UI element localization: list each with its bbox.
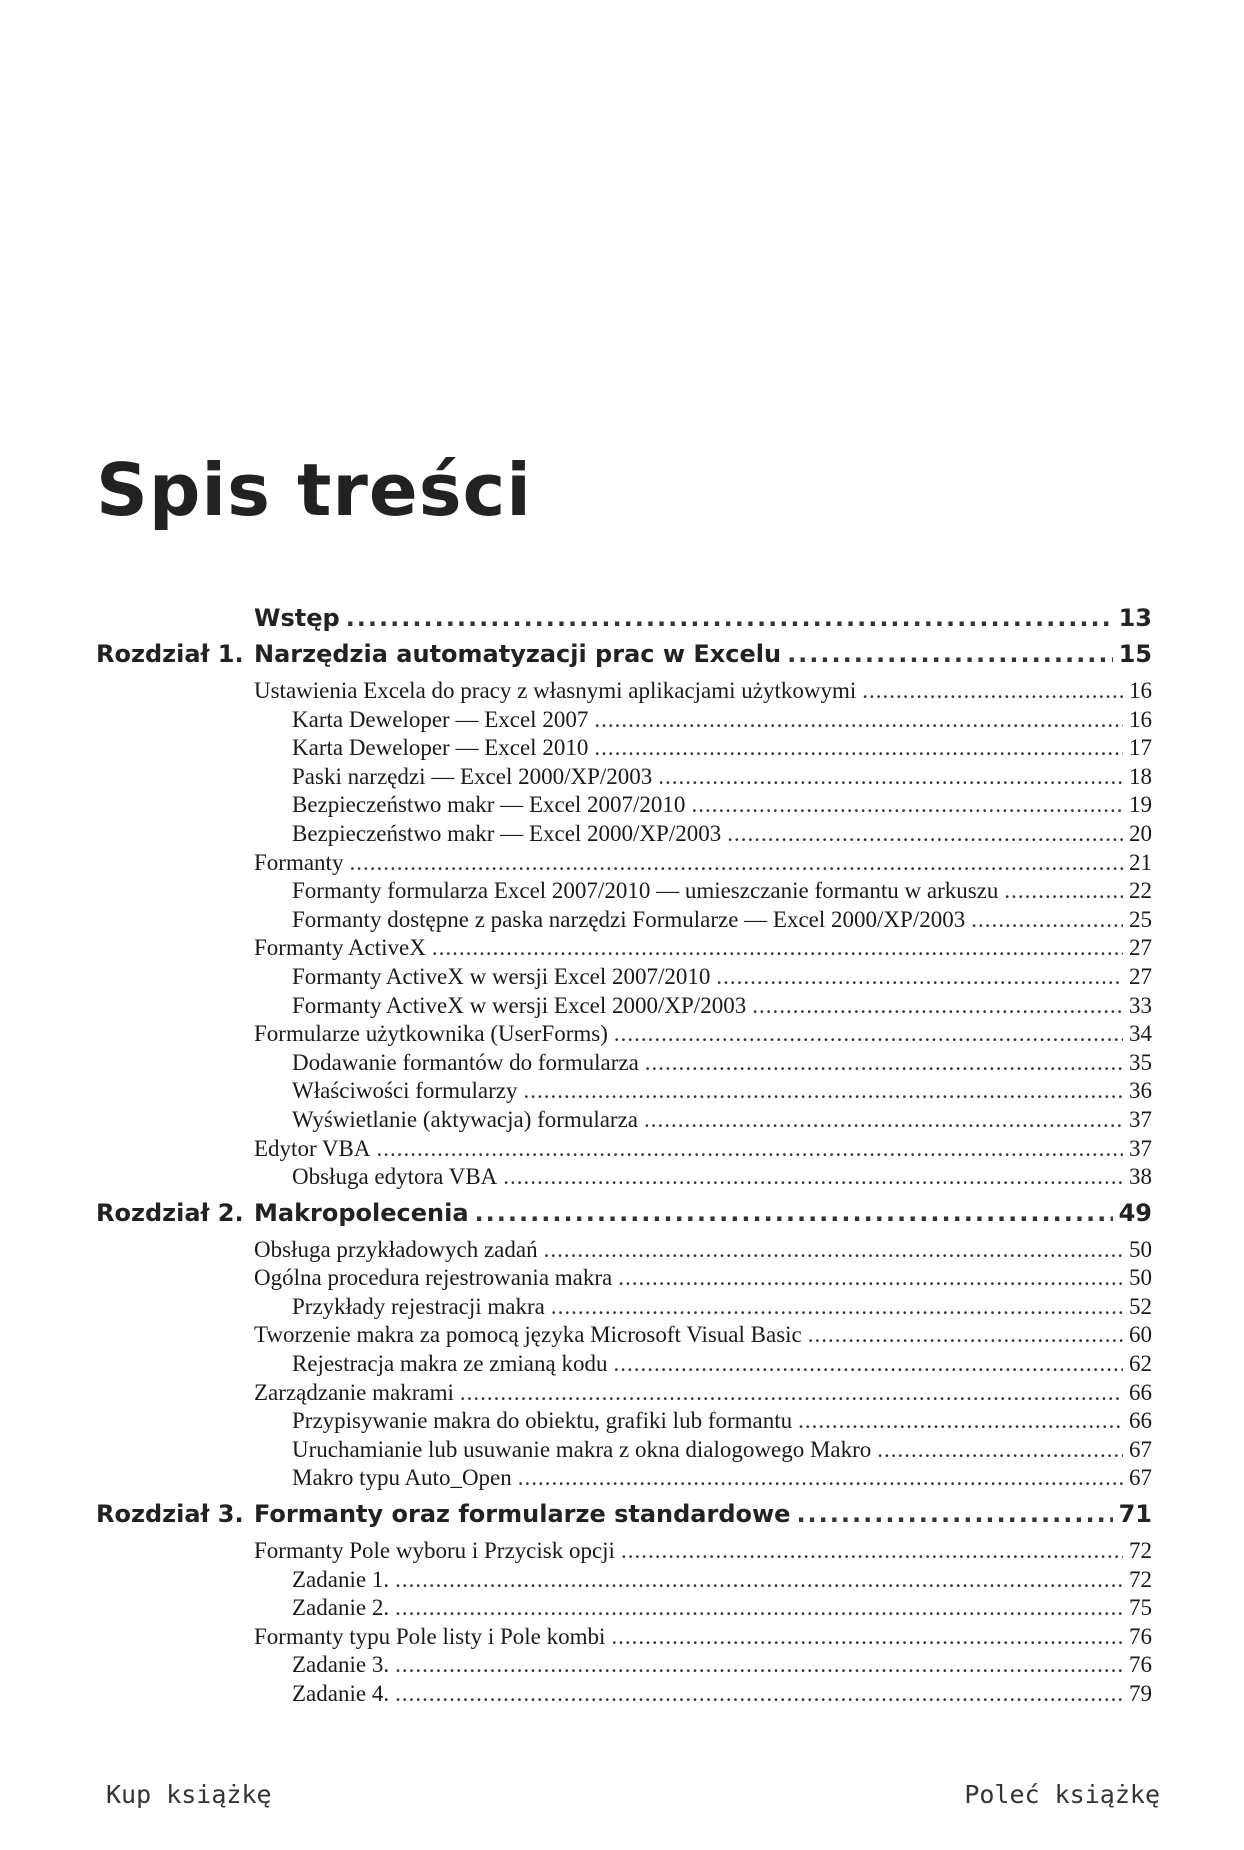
toc-entry-row[interactable] (0, 1437, 1244, 1466)
dot-leader (691, 792, 1123, 818)
dot-leader (594, 707, 1123, 733)
toc-entry-title: Formanty Pole wyboru i Przycisk opcji (254, 1538, 615, 1564)
dot-leader (621, 1538, 1123, 1564)
toc-entry-title: Formanty ActiveX w wersji Excel 2000/XP/2003 (292, 992, 747, 1018)
toc-line (254, 640, 1152, 668)
toc-page-number: 50 (1129, 1265, 1152, 1291)
toc-entry-title: Paski narzędzi — Excel 2000/XP/2003 (292, 763, 653, 789)
toc-page-number: 67 (1129, 1465, 1152, 1491)
toc-entry-title: Uruchamianie lub usuwanie makra z okna dialogowego Makro (292, 1436, 872, 1462)
toc-entry-row[interactable] (0, 1380, 1244, 1409)
toc-line (254, 1624, 1152, 1650)
dot-leader (395, 1652, 1123, 1678)
toc-entry-row[interactable] (0, 1595, 1244, 1624)
toc-entry-title: Właściwości formularzy (292, 1078, 518, 1104)
dot-leader (613, 1351, 1123, 1377)
toc-entry-title: Formanty ActiveX (254, 935, 426, 961)
dot-leader (877, 1437, 1123, 1463)
toc-line (292, 1107, 1152, 1133)
dot-leader (395, 1595, 1123, 1621)
chapter-label: Rozdział 3. (96, 1500, 244, 1529)
toc-entry-row[interactable] (0, 1078, 1244, 1107)
toc-entry-title: Formanty (254, 849, 344, 875)
toc-entry-row[interactable] (0, 1567, 1244, 1596)
chapter-label: Rozdział 2. (96, 1198, 244, 1227)
toc-entry-title: Makropolecenia (254, 1198, 469, 1227)
toc-entry-row[interactable] (0, 1652, 1244, 1681)
toc-page-number: 76 (1129, 1652, 1152, 1678)
toc-page-number: 52 (1129, 1293, 1152, 1319)
toc-page-number: 38 (1129, 1164, 1152, 1190)
dot-leader (551, 1294, 1123, 1320)
toc-line (254, 1237, 1152, 1263)
toc-line (292, 993, 1152, 1019)
dot-leader (971, 907, 1123, 933)
toc-page-number: 16 (1129, 706, 1152, 732)
toc-entry-row[interactable] (0, 1681, 1244, 1710)
toc-line (292, 1050, 1152, 1076)
dot-leader (594, 735, 1123, 761)
toc-page-number: 18 (1129, 763, 1152, 789)
toc-line (292, 1408, 1152, 1434)
toc-entry-title: Obsługa edytora VBA (292, 1164, 498, 1190)
toc-entry-row[interactable] (0, 764, 1244, 793)
toc-page-number: 66 (1129, 1408, 1152, 1434)
toc-entry-title: Formanty dostępne z paska narzędzi Formularze — Excel 2000/XP/2003 (292, 906, 966, 932)
dot-leader (645, 1050, 1123, 1076)
toc-entry-title: Makro typu Auto_Open (292, 1465, 512, 1491)
toc-page-number: 21 (1129, 849, 1152, 875)
toc-page-number: 79 (1129, 1681, 1152, 1706)
toc-page-number: 50 (1129, 1236, 1152, 1262)
toc-page-number: 33 (1129, 992, 1152, 1018)
toc-entry-title: Zarządzanie makrami (254, 1379, 454, 1405)
toc-page-number: 15 (1118, 640, 1152, 668)
page-title: Spis treści (96, 448, 532, 532)
toc-entry-row[interactable] (0, 1050, 1244, 1079)
toc-line (254, 1500, 1152, 1528)
toc-entry-title: Zadanie 4. (292, 1681, 390, 1706)
toc-entry-title: Przykłady rejestracji makra (292, 1293, 545, 1319)
toc-line (254, 1322, 1152, 1348)
toc-line (292, 1437, 1152, 1463)
toc-entry-title: Narzędzia automatyzacji prac w Excelu (254, 640, 782, 668)
toc-entry-title: Wstęp (254, 604, 340, 632)
toc-entry-row[interactable] (0, 792, 1244, 821)
toc-entry-row[interactable] (0, 1465, 1244, 1494)
toc-page-number: 37 (1129, 1106, 1152, 1132)
toc-page-number: 22 (1129, 878, 1152, 904)
toc-entry-title: Zadanie 1. (292, 1566, 390, 1592)
toc-line (254, 1380, 1152, 1406)
toc-line (292, 707, 1152, 733)
toc-entry-title: Ustawienia Excela do pracy z własnymi aplikacjami użytkowymi (254, 678, 857, 703)
toc-entry-title: Rejestracja makra ze zmianą kodu (292, 1351, 608, 1377)
toc-line (292, 735, 1152, 761)
dot-leader (395, 1681, 1123, 1707)
dot-leader (862, 678, 1123, 704)
toc-entry-row[interactable] (0, 850, 1244, 879)
dot-leader (752, 993, 1123, 1019)
toc-entry-row[interactable] (0, 1624, 1244, 1653)
toc-line (292, 1164, 1152, 1190)
toc-page-number: 34 (1129, 1021, 1152, 1047)
toc-chapter-row[interactable] (0, 598, 1244, 634)
toc-line (292, 907, 1152, 933)
toc-entry-row[interactable] (0, 1021, 1244, 1050)
dot-leader (1004, 878, 1123, 904)
toc-entry-title: Formularze użytkownika (UserForms) (254, 1021, 608, 1047)
toc-entry-title: Zadanie 3. (292, 1652, 390, 1678)
toc-line (292, 1595, 1152, 1621)
toc-page-number: 72 (1129, 1538, 1152, 1564)
toc-entry-title: Karta Deweloper — Excel 2007 (292, 706, 589, 732)
toc-page-number: 36 (1129, 1078, 1152, 1104)
dot-leader (518, 1465, 1123, 1491)
toc-entry-title: Edytor VBA (254, 1135, 371, 1161)
toc-line (254, 604, 1152, 632)
toc-line (254, 1538, 1152, 1564)
toc-page-number: 76 (1129, 1623, 1152, 1649)
toc-entry-row[interactable] (0, 993, 1244, 1022)
toc-page-number: 49 (1118, 1198, 1152, 1227)
toc-entry-title: Formanty typu Pole listy i Pole kombi (254, 1623, 606, 1649)
toc-line (292, 792, 1152, 818)
dot-leader (432, 935, 1123, 961)
toc-line (292, 1567, 1152, 1593)
toc-entry-row[interactable] (0, 735, 1244, 764)
dot-leader (349, 850, 1123, 876)
toc-line (292, 1652, 1152, 1678)
toc-page-number: 13 (1118, 604, 1152, 632)
toc-line (292, 1465, 1152, 1491)
toc-line (254, 1136, 1152, 1162)
toc-line (292, 1681, 1152, 1707)
dot-leader (658, 764, 1123, 790)
toc-entry-title: Formanty ActiveX w wersji Excel 2007/2010 (292, 963, 711, 989)
toc-chapter-row[interactable] (0, 1193, 1244, 1237)
recommend-book-link[interactable]: Poleć książkę (964, 1780, 1160, 1809)
toc-entry-title: Formanty formularza Excel 2007/2010 — umieszczanie formantu w arkuszu (292, 878, 999, 904)
dot-leader (716, 964, 1123, 990)
dot-leader (611, 1624, 1123, 1650)
toc-entry-title: Karta Deweloper — Excel 2010 (292, 735, 589, 761)
toc-entry-row[interactable] (0, 678, 1244, 707)
toc-line (254, 1021, 1152, 1047)
toc-line (292, 1351, 1152, 1377)
toc-line (254, 850, 1152, 876)
dot-leader (618, 1265, 1123, 1291)
table-of-contents (0, 598, 1244, 1710)
dot-leader (346, 604, 1113, 632)
toc-page-number: 19 (1129, 792, 1152, 818)
toc-page-number: 67 (1129, 1436, 1152, 1462)
toc-line (292, 821, 1152, 847)
toc-entry-title: Bezpieczeństwo makr — Excel 2007/2010 (292, 792, 686, 818)
toc-entry-row[interactable] (0, 1408, 1244, 1437)
toc-entry-title: Wyświetlanie (aktywacja) formularza (292, 1106, 638, 1132)
toc-page-number: 60 (1129, 1322, 1152, 1348)
toc-entry-row[interactable] (0, 878, 1244, 907)
toc-page-number: 62 (1129, 1351, 1152, 1377)
toc-entry-row[interactable] (0, 821, 1244, 850)
dot-leader (798, 1408, 1123, 1434)
toc-line (254, 1265, 1152, 1291)
toc-line (254, 935, 1152, 961)
toc-page-number: 71 (1118, 1500, 1152, 1529)
toc-entry-row[interactable] (0, 907, 1244, 936)
toc-entry-row[interactable] (0, 1237, 1244, 1266)
toc-entry-row[interactable] (0, 1265, 1244, 1294)
toc-entry-row[interactable] (0, 1294, 1244, 1323)
toc-page-number: 75 (1129, 1595, 1152, 1621)
toc-entry-row[interactable] (0, 1107, 1244, 1136)
dot-leader (460, 1380, 1123, 1406)
toc-chapter-row[interactable] (0, 1494, 1244, 1538)
toc-entry-title: Bezpieczeństwo makr — Excel 2000/XP/2003 (292, 820, 722, 846)
toc-entry-row[interactable] (0, 1351, 1244, 1380)
toc-page-number: 66 (1129, 1379, 1152, 1405)
dot-leader (377, 1136, 1124, 1162)
dot-leader (503, 1164, 1123, 1190)
toc-page-number: 35 (1129, 1049, 1152, 1075)
toc-line (292, 764, 1152, 790)
dot-leader (614, 1021, 1123, 1047)
toc-entry-row[interactable] (0, 964, 1244, 993)
toc-entry-title: Tworzenie makra za pomocą języka Microsoft Visual Basic (254, 1322, 802, 1348)
toc-line (254, 678, 1152, 704)
toc-entry-row[interactable] (0, 1322, 1244, 1351)
toc-entry-title: Ogólna procedura rejestrowania makra (254, 1265, 613, 1291)
buy-book-link[interactable]: Kup książkę (106, 1780, 272, 1809)
toc-page-number: 72 (1129, 1566, 1152, 1592)
toc-entry-title: Dodawanie formantów do formularza (292, 1049, 639, 1075)
dot-leader (644, 1107, 1123, 1133)
toc-chapter-row[interactable] (0, 634, 1244, 678)
toc-entry-row[interactable] (0, 1164, 1244, 1193)
chapter-label: Rozdział 1. (96, 640, 244, 668)
toc-page-number: 25 (1129, 906, 1152, 932)
toc-line (292, 1294, 1152, 1320)
toc-page-number: 37 (1129, 1135, 1152, 1161)
dot-leader (475, 1199, 1113, 1227)
toc-line (292, 1078, 1152, 1104)
toc-entry-title: Zadanie 2. (292, 1595, 390, 1621)
toc-entry-title: Formanty oraz formularze standardowe (254, 1500, 791, 1529)
toc-entry-row[interactable] (0, 1538, 1244, 1567)
toc-entry-row[interactable] (0, 707, 1244, 736)
toc-line (292, 964, 1152, 990)
dot-leader (395, 1567, 1123, 1593)
toc-page-number: 27 (1129, 935, 1152, 961)
toc-page-number: 27 (1129, 963, 1152, 989)
dot-leader (523, 1078, 1123, 1104)
toc-entry-row[interactable] (0, 935, 1244, 964)
dot-leader (796, 1500, 1112, 1528)
toc-entry-title: Przypisywanie makra do obiektu, grafiki lub formantu (292, 1408, 793, 1434)
toc-page-number: 16 (1129, 678, 1152, 703)
dot-leader (808, 1322, 1123, 1348)
toc-page-number: 20 (1129, 820, 1152, 846)
toc-entry-row[interactable] (0, 1136, 1244, 1165)
toc-line (254, 1199, 1152, 1227)
toc-line (292, 878, 1152, 904)
toc-entry-title: Obsługa przykładowych zadań (254, 1236, 538, 1262)
dot-leader (787, 640, 1113, 668)
toc-page-number: 17 (1129, 735, 1152, 761)
dot-leader (544, 1237, 1123, 1263)
dot-leader (727, 821, 1123, 847)
